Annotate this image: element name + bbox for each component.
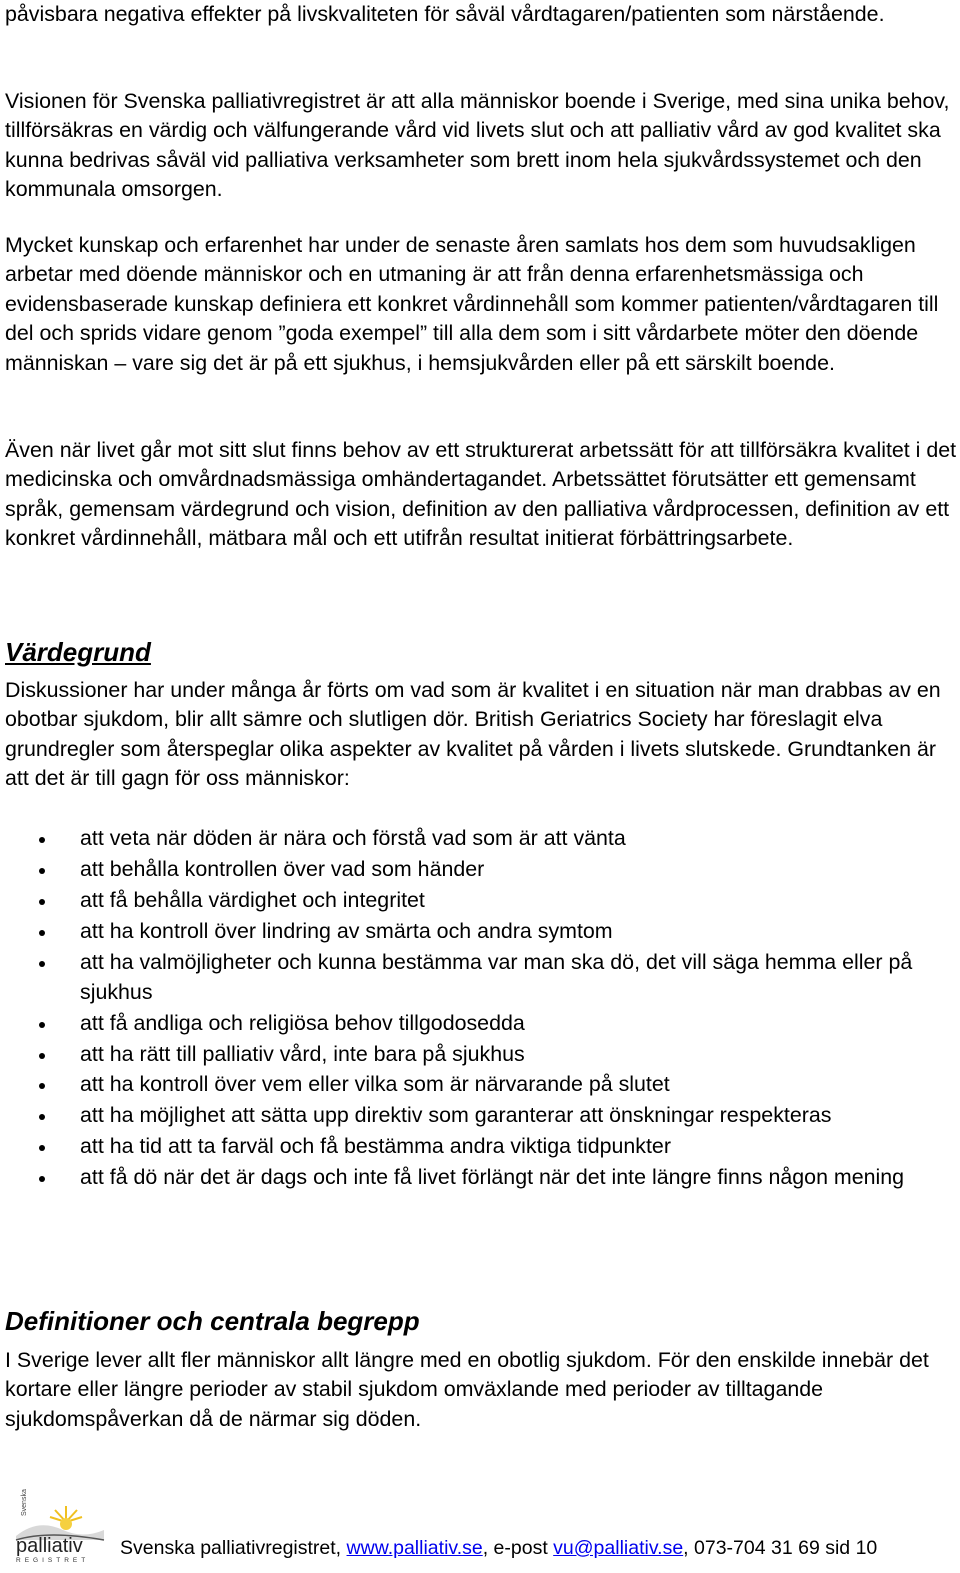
bullet-icon	[39, 868, 45, 874]
list-item: att ha rätt till palliativ vård, inte bara på sjukhus	[5, 1040, 940, 1070]
list-item: att veta när döden är nära och förstå vad som är att vänta	[5, 824, 940, 854]
bullet-icon	[39, 1022, 45, 1028]
footer-phone: , 073-704 31 69	[683, 1537, 820, 1559]
list-item: att ha valmöjligheter och kunna bestämma var man ska dö, det vill säga hemma eller på sjukhus	[5, 948, 940, 1007]
vision-paragraph: Visionen för Svenska palliativregistret är att alla människor boende i Sverige, med sina unika behov, tillförsäkras en värdig och välfungerande vård vid livets slut och att palliativ vård av god kvalitet ska kunna bedrivas såväl vid palliativa verksamheter som brett inom hela sjukvårdssystemet och den kommunala omsorgen.	[5, 89, 950, 202]
knowledge-paragraph: Mycket kunskap och erfarenhet har under de senaste åren samlats hos dem som huvudsakligen arbetar med döende människor och en utmaning är att från denna erfarenhetsmässiga och evidensbaserade kunskap definiera ett konkret vårdinnehåll som kommer patienten/vårdtagaren till del och sprids vidare genom ”goda exempel” till alla dem som i sitt vårdarbete möter den döende människan – vare sig det är på ett sjukhus, i hemsjukvården eller på ett särskilt boende.	[5, 233, 939, 375]
bullet-icon	[39, 930, 45, 936]
footer-org: Svenska palliativregistret,	[120, 1537, 347, 1559]
logo-bottom-text: REGISTRET	[16, 1557, 90, 1564]
logo-word: palliativ	[16, 1535, 83, 1557]
list-item: att ha tid att ta farväl och få bestämma andra viktiga tidpunkter	[5, 1132, 940, 1162]
list-item: att få andliga och religiösa behov tillgodosedda	[5, 1009, 940, 1039]
bullet-icon	[39, 1114, 45, 1120]
bullet-icon	[39, 1176, 45, 1182]
bullet-icon	[39, 1145, 45, 1151]
bullet-icon	[39, 1083, 45, 1089]
vardegrund-intro-paragraph: Diskussioner har under många år förts om vad som är kvalitet i en situation när man drabbas av en obotbar sjukdom, blir allt sämre och slutligen dör. British Geriatrics Society har föreslagit elva grundregler som återspeglar olika aspekter av kvalitet på vården i livets slutskede. Grundtanken är att det är till gagn för oss människor:	[5, 678, 941, 791]
palliativ-logo	[8, 1484, 108, 1564]
list-item: att behålla kontrollen över vad som händer	[5, 855, 940, 885]
grundregler-list	[5, 824, 957, 1194]
bullet-icon	[39, 1053, 45, 1059]
email-link[interactable]: vu@palliativ.se	[553, 1537, 684, 1559]
list-item: att ha kontroll över lindring av smärta och andra symtom	[5, 917, 940, 947]
list-item: att få behålla värdighet och integritet	[5, 886, 940, 916]
bullet-icon	[39, 837, 45, 843]
logo-side-text: Svenska	[21, 1489, 28, 1516]
website-link[interactable]: www.palliativ.se	[346, 1537, 483, 1559]
section-heading-definitioner: Definitioner och centrala begrepp	[5, 1306, 420, 1336]
footer-email-label: , e-post	[482, 1537, 554, 1559]
page-footer	[0, 1478, 960, 1573]
footer-contact-line	[120, 1536, 877, 1560]
list-item: att ha möjlighet att sätta upp direktiv som garanterar att önskningar respekteras	[5, 1101, 940, 1131]
bullet-icon	[39, 899, 45, 905]
section-heading-vardegrund: Värdegrund	[5, 637, 151, 667]
list-item: att ha kontroll över vem eller vilka som är närvarande på slutet	[5, 1070, 940, 1100]
intro-tail-paragraph: påvisbara negativa effekter på livskvaliteten för såväl vårdtagaren/patienten som närstående.	[5, 2, 885, 26]
list-item: att få dö när det är dags och inte få livet förlängt när det inte längre finns någon mening	[5, 1163, 940, 1193]
page-number: sid 10	[825, 1537, 878, 1559]
definitioner-intro-paragraph: I Sverige lever allt fler människor allt längre med en obotlig sjukdom. För den enskilde innebär det kortare eller längre perioder av stabil sjukdom omväxlande med perioder av tilltagande sjukdomspåverkan då de närmar sig döden.	[5, 1348, 929, 1431]
bullet-icon	[39, 961, 45, 967]
method-paragraph: Även när livet går mot sitt slut finns behov av ett strukturerat arbetssätt för att tillförsäkra kvalitet i det medicinska och omvårdnadsmässiga omhändertagandet. Arbetssättet förutsätter ett gemensamt språk, gemensam värdegrund och vision, definition av den palliativa vårdprocessen, definition av ett konkret vårdinnehåll, mätbara mål och ett utifrån resultat initierat förbättringsarbete.	[5, 438, 957, 551]
